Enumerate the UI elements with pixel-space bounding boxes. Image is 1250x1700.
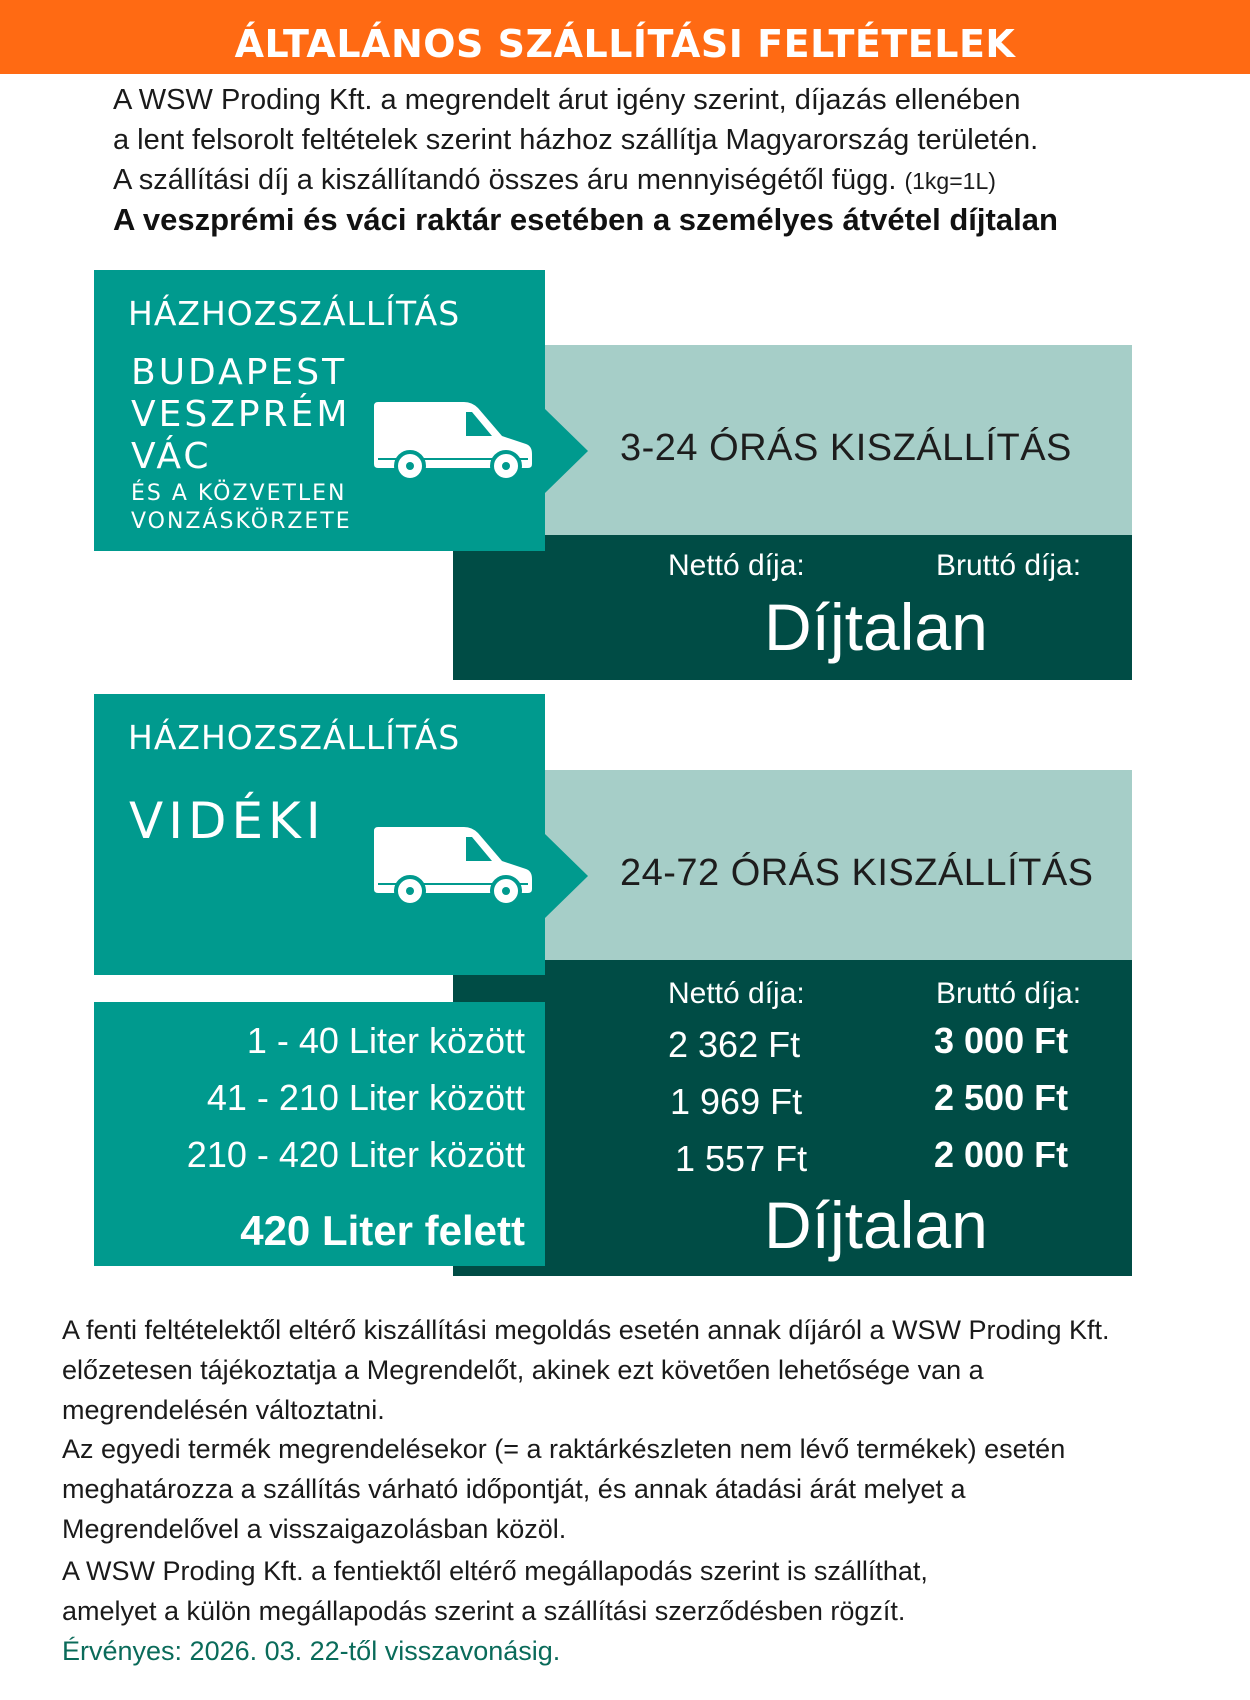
intro-line-2: a lent felsorolt feltételek szerint házhoz szállítja Magyarország területén. xyxy=(113,124,1039,156)
block2-fee-free: Díjtalan xyxy=(764,1188,988,1262)
block2-region: VIDÉKI xyxy=(129,792,326,850)
range-label-4: 420 Liter felett xyxy=(240,1207,525,1254)
delivery-van-icon xyxy=(372,823,536,907)
block1-city-veszprem: VESZPRÉM xyxy=(131,394,351,435)
block1-arrow xyxy=(545,409,588,493)
block2-type-label: HÁZHOZSZÁLLÍTÁS xyxy=(128,718,461,757)
footer-line-8: amelyet a külön megállapodás szerint a szállítási szerződésben rögzít. xyxy=(62,1596,906,1626)
block2-net-header: Nettó díja: xyxy=(668,977,805,1010)
page-title: ÁLTALÁNOS SZÁLLÍTÁSI FELTÉTELEK xyxy=(0,0,1250,74)
net-price-2: 1 969 Ft xyxy=(670,1081,803,1122)
block1-net-header: Nettó díja: xyxy=(668,549,805,582)
intro-unit-note: (1kg=1L) xyxy=(904,168,996,194)
block2-gross-header: Bruttó díja: xyxy=(936,977,1082,1010)
range-label-1: 1 - 40 Liter között xyxy=(246,1020,525,1061)
footer-line-2: előzetesen tájékoztatja a Megrendelőt, akinek ezt követően lehetősége van a xyxy=(62,1355,984,1385)
footer-line-5: meghatározza a szállítás várható időpontját, és annak átadási árát melyet a xyxy=(62,1474,966,1504)
range-label-3: 210 - 420 Liter között xyxy=(186,1134,525,1175)
range-label-2: 41 - 210 Liter között xyxy=(206,1077,525,1118)
intro-line-3 xyxy=(113,164,996,197)
block2-arrow xyxy=(545,834,588,918)
footer-line-6: Megrendelővel a visszaigazolásban közöl. xyxy=(62,1514,567,1544)
footer-line-1: A fenti feltételektől eltérő kiszállítási megoldás esetén annak díjáról a WSW Proding Kft. xyxy=(62,1315,1110,1345)
intro-bold-note: A veszprémi és váci raktár esetében a személyes átvétel díjtalan xyxy=(113,202,1058,237)
block1-delivery-time: 3-24 ÓRÁS KISZÁLLÍTÁS xyxy=(620,427,1072,469)
footer-line-7: A WSW Proding Kft. a fentiektől eltérő megállapodás szerint is szállíthat, xyxy=(62,1556,928,1586)
gross-price-2: 2 500 Ft xyxy=(934,1077,1069,1118)
intro-line-3-text: A szállítási díj a kiszállítandó összes áru mennyiségétől függ. xyxy=(113,164,897,196)
net-price-3: 1 557 Ft xyxy=(675,1138,808,1179)
footer-line-4: Az egyedi termék megrendelésekor (= a raktárkészleten nem lévő termékek) esetén xyxy=(62,1434,1066,1464)
intro-line-1: A WSW Proding Kft. a megrendelt árut igény szerint, díjazás ellenében xyxy=(113,84,1021,116)
block1-type-label: HÁZHOZSZÁLLÍTÁS xyxy=(128,294,461,333)
block1-city-vac: VÁC xyxy=(131,436,212,477)
block1-sub-2: VONZÁSKÖRZETE xyxy=(131,509,352,534)
block1-fee-free: Díjtalan xyxy=(764,590,988,664)
block1-sub-1: ÉS A KÖZVETLEN xyxy=(131,481,347,506)
block1-city-budapest: BUDAPEST xyxy=(131,352,348,393)
gross-price-1: 3 000 Ft xyxy=(934,1020,1069,1061)
block1-gross-header: Bruttó díja: xyxy=(936,549,1082,582)
gross-price-3: 2 000 Ft xyxy=(934,1134,1069,1175)
validity-note: Érvényes: 2026. 03. 22-től visszavonásig. xyxy=(62,1636,561,1666)
footer-line-3: megrendelésén változtatni. xyxy=(62,1395,385,1425)
net-price-1: 2 362 Ft xyxy=(668,1024,801,1065)
block2-delivery-time: 24-72 ÓRÁS KISZÁLLÍTÁS xyxy=(620,852,1094,894)
delivery-van-icon xyxy=(372,398,536,482)
